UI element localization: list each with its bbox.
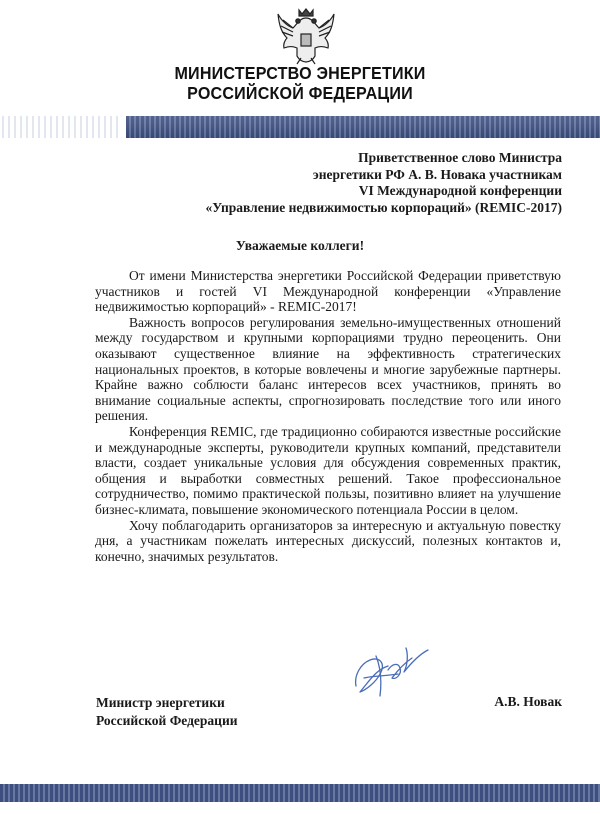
letterhead-band-left [0,116,120,138]
signatory-position [96,694,238,730]
footer-band [0,784,600,802]
ministry-title-line2: РОССИЙСКОЙ ФЕДЕРАЦИИ [187,83,413,103]
position-line: Министр энергетики [96,695,225,710]
document-heading [150,150,562,216]
position-line: Российской Федерации [96,713,238,728]
heading-line: VI Международной конференции [358,183,562,199]
paragraph: Хочу поблагодарить организаторов за интересную и актуальную повестку дня, а участникам пожелать интересных дискуссий, полезных контактов и, конечно, значимых результатов. [95,517,561,564]
salutation: Уважаемые коллеги! [235,238,365,253]
heading-line: энергетики РФ А. В. Новака участникам [312,166,562,182]
paragraph: От имени Министерства энергетики Российской Федерации приветствую участников и гостей VI Международной конференции «Управление недвижимостью корпораций» - REMIC-2017! [95,268,561,315]
signatory-name: А.В. Новак [494,694,562,709]
coat-of-arms-icon [275,6,337,66]
heading-line: Приветственное слово Министра [358,150,562,165]
signature-icon [346,640,442,704]
letter-body [95,268,561,564]
paragraph: Важность вопросов регулирования земельно-имущественных отношений между государством и крупными корпорациями трудно переоценить. Они оказывают существенное влияние на эффективность стратегических национальных проектов, в которые вовлечены и многие зарубежные партнеры. Крайне важно соблюсти баланс интересов всех участников, принять во внимание социальные аспекты, спрогнозировать последствие того или иного решения. [95,314,561,424]
heading-line: «Управление недвижимостью корпораций» (REMIC-2017) [205,199,562,215]
paragraph: Конференция REMIC, где традиционно собираются известные российские и международные эксперты, руководители крупных компаний, представители власти, создает уникальные условия для обсуждения современных практик, общения и выработки совместных решений. Такое профессиональное сотрудничество, помимо практической пользы, позитивно влияет на улучшение бизнес-климата, повышение экономического потенциала России в целом. [95,423,561,517]
ministry-title-line1: МИНИСТЕРСТВО ЭНЕРГЕТИКИ [174,63,426,83]
